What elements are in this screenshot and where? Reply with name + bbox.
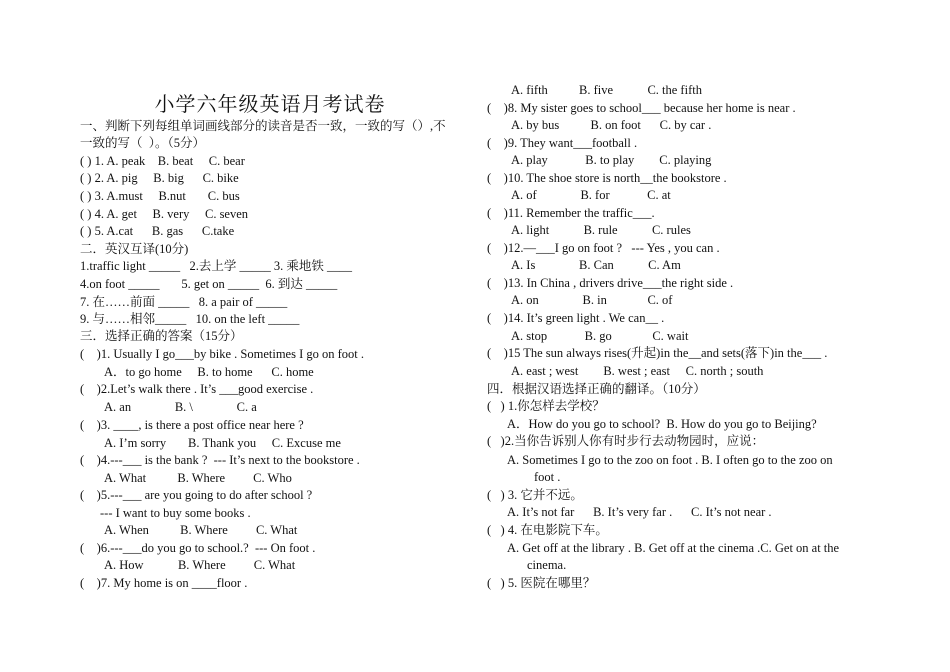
right-line: ( )11. Remember the traffic___.: [487, 206, 655, 220]
right-line: A. by bus B. on foot C. by car .: [511, 118, 712, 132]
right-line: A．How do you go to school? B. How do you go to Beijing?: [507, 417, 817, 431]
left-line: 7. 在……前面 _____ 8. a pair of _____: [80, 295, 288, 309]
right-line: ( )10. The shoe store is north__the bookstore .: [487, 171, 727, 185]
right-line: cinema.: [527, 558, 567, 572]
right-line: A. It’s not far B. It’s very far . C. It’s not near .: [507, 505, 772, 519]
right-line: A. Is B. Can C. Am: [511, 258, 681, 272]
right-line: A. play B. to play C. playing: [511, 153, 712, 167]
left-line: ( )7. My home is on ____floor .: [80, 576, 248, 590]
right-line: ( ) 5. 医院在哪里？: [487, 576, 596, 590]
left-line: A. How B. Where C. What: [104, 558, 296, 572]
left-line: 9. 与……相邻_____ 10. on the left _____: [80, 312, 300, 326]
right-line: ( )8. My sister goes to school___ because her home is near .: [487, 101, 796, 115]
right-line: ( )15 The sun always rises(升起)in the__and sets(落下)in the___ .: [487, 346, 828, 360]
left-line: ( )3. ____, is there a post office near here ?: [80, 418, 304, 432]
right-line: foot .: [534, 470, 561, 484]
page-title: 小学六年级英语月考试卷: [154, 94, 386, 116]
left-line: ( ) 3. A.must B.nut C. bus: [80, 189, 240, 203]
left-line: A. an B. \ C. a: [104, 400, 257, 414]
right-line: ( ) 1.你怎样去学校？: [487, 399, 605, 413]
left-line: ( ) 1. A. peak B. beat C. bear: [80, 154, 245, 168]
left-line: ( ) 4. A. get B. very C. seven: [80, 207, 249, 221]
left-line: ( ) 2. A. pig B. big C. bike: [80, 171, 239, 185]
left-line: A. What B. Where C. Who: [104, 471, 292, 485]
right-line: ( )12.—___I go on foot ? --- Yes , you can .: [487, 241, 720, 255]
right-line: 四．根据汉语选择正确的翻译。（10分）: [487, 382, 706, 396]
right-line: ( ) 4. 在电影院下车。: [487, 523, 608, 537]
left-line: A. When B. Where C. What: [104, 523, 298, 537]
right-line: ( )13. In China , drivers drive___the right side .: [487, 276, 734, 290]
left-line: --- I want to buy some books .: [100, 506, 251, 520]
right-line: ( ) 3. 它并不远。: [487, 488, 583, 502]
left-line: A．to go home B. to home C. home: [104, 365, 314, 379]
left-line: ( )4.---___ is the bank ? --- It’s next to the bookstore .: [80, 453, 360, 467]
right-line: A. Sometimes I go to the zoo on foot . B. I often go to the zoo on: [507, 453, 833, 467]
left-line: ( )1. Usually I go___by bike . Sometimes I go on foot .: [80, 347, 364, 361]
left-line: 4.on foot _____ 5. get on _____ 6. 到达 _____: [80, 277, 338, 291]
left-line: ( )2.Let’s walk there . It’s ___good exercise .: [80, 382, 314, 396]
right-line: A. stop B. go C. wait: [511, 329, 689, 343]
left-line: 一致的写（ ）。（5分）: [80, 136, 206, 150]
left-line: ( )5.---___ are you going to do after school ?: [80, 488, 313, 502]
right-line: ( )14. It’s green light . We can__ .: [487, 311, 665, 325]
left-line: A. I’m sorry B. Thank you C. Excuse me: [104, 436, 341, 450]
right-line: A. of B. for C. at: [511, 188, 671, 202]
left-line: 1.traffic light _____ 2.去上学 _____ 3. 乘地铁 ____: [80, 259, 352, 273]
right-line: A. light B. rule C. rules: [511, 223, 691, 237]
right-line: A. fifth B. five C. the fifth: [511, 83, 702, 97]
left-line: 二．英汉互译(10分): [80, 242, 189, 256]
right-line: A. east ; west B. west ; east C. north ; south: [511, 364, 764, 378]
left-line: ( )6.---___do you go to school.? --- On foot .: [80, 541, 316, 555]
right-line: A. on B. in C. of: [511, 293, 673, 307]
left-line: ( ) 5. A.cat B. gas C.take: [80, 224, 235, 238]
right-line: A. Get off at the library . B. Get off at the cinema .C. Get on at the: [507, 541, 840, 555]
right-line: ( )2.当你告诉别人你有时步行去动物园时，应说：: [487, 434, 765, 448]
right-line: ( )9. They want___football .: [487, 136, 638, 150]
left-line: 三．选择正确的答案（15分）: [80, 329, 243, 343]
left-line: 一、判断下列每组单词画线部分的读音是否一致，一致的写（）,不: [80, 119, 446, 133]
